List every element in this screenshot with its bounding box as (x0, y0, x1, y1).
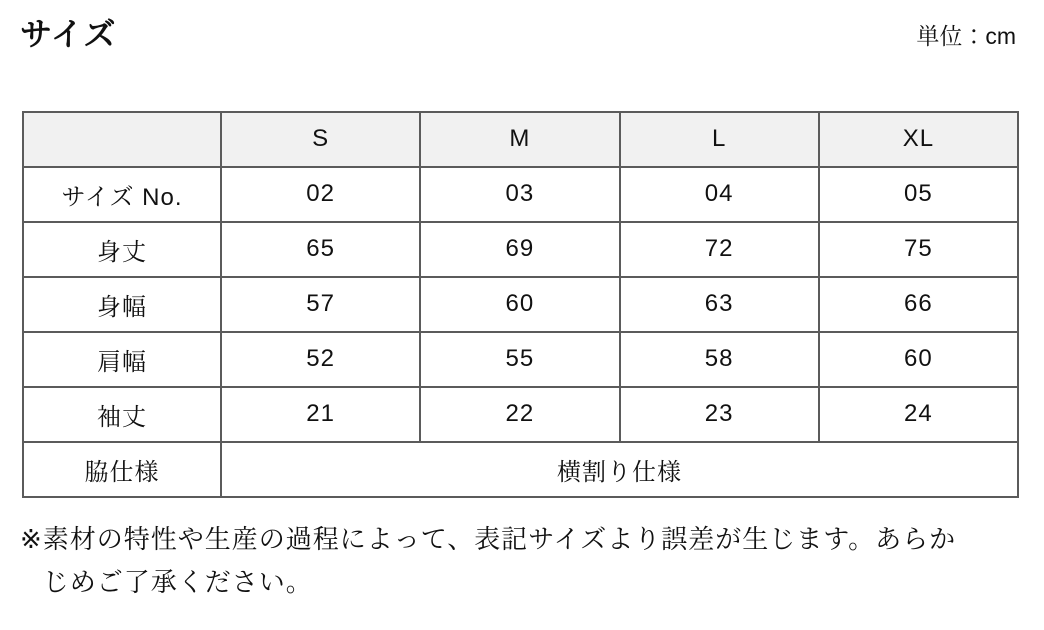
row-label: 脇仕様 (23, 442, 221, 497)
table-cell: 66 (819, 277, 1018, 332)
table-cell: 52 (221, 332, 420, 387)
table-cell: 57 (221, 277, 420, 332)
table-cell: 23 (620, 387, 819, 442)
table-cell: 65 (221, 222, 420, 277)
table-row-size-no (23, 167, 1018, 222)
column-header-s: S (221, 112, 420, 167)
table-cell: 75 (819, 222, 1018, 277)
row-label: サイズ No. (23, 167, 221, 222)
note-text: 素材の特性や生産の過程によって、表記サイズより誤差が生じます。あらかじめご了承ください。 (42, 523, 957, 597)
table-cell: 03 (420, 167, 619, 222)
table-row-shoulder-width (23, 332, 1018, 387)
row-label: 袖丈 (23, 387, 221, 442)
table-cell: 24 (819, 387, 1018, 442)
table-row-side-spec (23, 442, 1018, 497)
table-cell: 60 (819, 332, 1018, 387)
row-label: 肩幅 (23, 332, 221, 387)
table-row-body-width (23, 277, 1018, 332)
table-cell: 22 (420, 387, 619, 442)
table-header-row (23, 112, 1018, 167)
table-cell: 02 (221, 167, 420, 222)
column-header-m: M (420, 112, 619, 167)
table-cell: 05 (819, 167, 1018, 222)
table-row-body-length (23, 222, 1018, 277)
size-table (22, 111, 1019, 498)
page-header (0, 0, 1044, 53)
row-label: 身幅 (23, 277, 221, 332)
column-header-l: L (620, 112, 819, 167)
corner-cell (23, 112, 221, 167)
table-cell: 63 (620, 277, 819, 332)
table-cell: 72 (620, 222, 819, 277)
table-row-sleeve-length (23, 387, 1018, 442)
table-cell: 60 (420, 277, 619, 332)
table-cell: 55 (420, 332, 619, 387)
table-cell: 69 (420, 222, 619, 277)
unit-label: 単位：cm (916, 23, 1016, 50)
note-marker: ※ (20, 523, 43, 554)
table-cell: 04 (620, 167, 819, 222)
table-cell: 21 (221, 387, 420, 442)
table-cell: 58 (620, 332, 819, 387)
row-label: 身丈 (23, 222, 221, 277)
column-header-xl: XL (819, 112, 1018, 167)
merged-cell: 横割り仕様 (221, 442, 1018, 497)
disclaimer-note (20, 518, 1044, 604)
page-title: サイズ (20, 16, 117, 52)
